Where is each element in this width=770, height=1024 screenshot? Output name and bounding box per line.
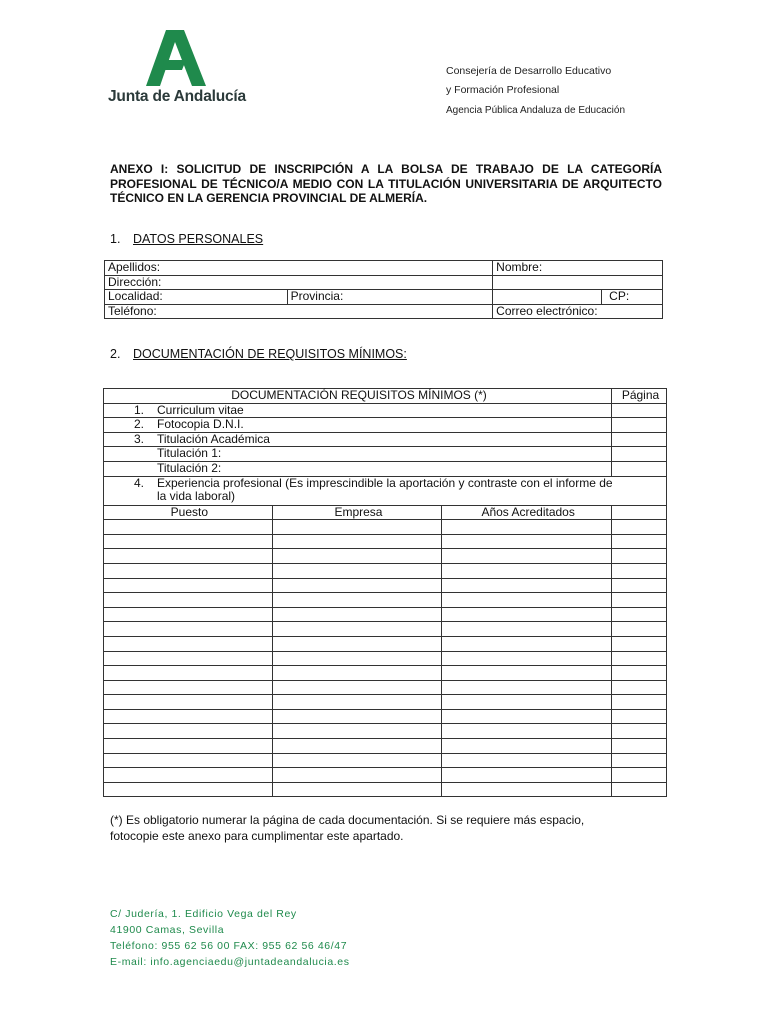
empresa-cell[interactable] — [272, 520, 442, 535]
empresa-cell[interactable] — [272, 607, 442, 622]
empresa-cell[interactable] — [272, 636, 442, 651]
footer-address: C/ Judería, 1. Edificio Vega del Rey — [110, 908, 297, 920]
titulacion-2[interactable]: Titulación 2: — [104, 461, 612, 476]
page-cell[interactable] — [612, 782, 667, 797]
field-telefono[interactable]: Teléfono: — [105, 304, 493, 319]
header-line-1: Consejería de Desarrollo Educativo — [446, 65, 612, 77]
experience-row — [104, 549, 667, 564]
experience-row — [104, 534, 667, 549]
item-number: 1. — [134, 402, 145, 417]
anos-cell[interactable] — [442, 563, 612, 578]
footnote-line-2: fotocopie este anexo para cumplimentar este apartado. — [110, 829, 404, 843]
footer-city: 41900 Camas, Sevilla — [110, 924, 225, 936]
item-number: 3. — [134, 431, 145, 446]
experience-row — [104, 695, 667, 710]
footnote-line-1: (*) Es obligatorio numerar la página de cada documentación. Si se requiere más espacio, — [110, 813, 585, 827]
item-experiencia — [104, 476, 667, 505]
page-cell[interactable] — [612, 709, 667, 724]
puesto-cell[interactable] — [104, 651, 273, 666]
puesto-cell[interactable] — [104, 534, 273, 549]
titulacion-1[interactable]: Titulación 1: — [104, 447, 612, 462]
experience-row — [104, 607, 667, 622]
empresa-cell[interactable] — [272, 666, 442, 681]
puesto-cell[interactable] — [104, 622, 273, 637]
cp-label: CP: — [609, 289, 630, 303]
anos-cell[interactable] — [442, 753, 612, 768]
puesto-cell[interactable] — [104, 520, 273, 535]
empresa-cell[interactable] — [272, 680, 442, 695]
page-cell[interactable] — [612, 607, 667, 622]
experience-row — [104, 680, 667, 695]
empresa-cell[interactable] — [272, 695, 442, 710]
header-line-2: y Formación Profesional — [446, 84, 560, 96]
puesto-cell[interactable] — [104, 563, 273, 578]
empresa-cell[interactable] — [272, 768, 442, 783]
page-cell[interactable] — [612, 549, 667, 564]
page-cell[interactable] — [612, 695, 667, 710]
empresa-cell[interactable] — [272, 578, 442, 593]
page-cell[interactable] — [612, 753, 667, 768]
page-cell[interactable] — [612, 447, 667, 462]
puesto-cell[interactable] — [104, 607, 273, 622]
field-cp[interactable] — [493, 290, 663, 305]
empresa-cell[interactable] — [272, 651, 442, 666]
anos-cell[interactable] — [442, 534, 612, 549]
anos-cell[interactable] — [442, 636, 612, 651]
page-cell[interactable] — [612, 520, 667, 535]
item-curriculum — [104, 403, 612, 418]
footer-contact — [110, 906, 350, 970]
page-cell[interactable] — [612, 432, 667, 447]
logo-text: Junta de Andalucía — [108, 88, 246, 105]
page-cell[interactable] — [612, 563, 667, 578]
header-institution — [446, 64, 625, 123]
experience-row — [104, 520, 667, 535]
provincia-cont — [493, 290, 602, 304]
page-cell[interactable] — [612, 403, 667, 418]
field-direccion[interactable]: Dirección: — [105, 275, 493, 290]
item-label: Titulación Académica — [157, 431, 270, 446]
anos-cell[interactable] — [442, 768, 612, 783]
anos-cell[interactable] — [442, 739, 612, 754]
junta-logo — [108, 30, 248, 110]
puesto-cell[interactable] — [104, 680, 273, 695]
anos-cell[interactable] — [442, 593, 612, 608]
col-anos: Años Acreditados — [442, 505, 612, 520]
page-cell[interactable] — [612, 666, 667, 681]
puesto-cell[interactable] — [104, 724, 273, 739]
section1-heading — [110, 232, 263, 246]
footnote — [110, 812, 650, 844]
anos-cell[interactable] — [442, 695, 612, 710]
empresa-cell[interactable] — [272, 739, 442, 754]
puesto-cell[interactable] — [104, 666, 273, 681]
experience-row — [104, 709, 667, 724]
experience-row — [104, 636, 667, 651]
section2-title: DOCUMENTACIÓN DE REQUISITOS MÍNIMOS: — [133, 347, 407, 361]
page-cell[interactable] — [612, 418, 667, 433]
item-label: Curriculum vitae — [157, 402, 244, 417]
field-apellidos[interactable]: Apellidos: — [105, 261, 493, 276]
page-cell[interactable] — [612, 622, 667, 637]
field-nombre[interactable]: Nombre: — [493, 261, 663, 276]
experience-row — [104, 782, 667, 797]
empresa-cell[interactable] — [272, 534, 442, 549]
empresa-cell[interactable] — [272, 709, 442, 724]
section1-title: DATOS PERSONALES — [133, 232, 264, 246]
anos-cell[interactable] — [442, 549, 612, 564]
empresa-cell[interactable] — [272, 724, 442, 739]
empresa-cell[interactable] — [272, 563, 442, 578]
puesto-cell[interactable] — [104, 753, 273, 768]
footer-phone: Teléfono: 955 62 56 00 FAX: 955 62 56 46/47 — [110, 940, 348, 952]
empresa-cell[interactable] — [272, 782, 442, 797]
junta-a-emblem-icon — [144, 30, 206, 86]
item-number: 4. — [134, 475, 145, 490]
empresa-cell[interactable] — [272, 593, 442, 608]
field-provincia[interactable]: Provincia: — [287, 290, 493, 305]
empresa-cell[interactable] — [272, 549, 442, 564]
experience-row — [104, 768, 667, 783]
field-localidad[interactable]: Localidad: — [105, 290, 288, 305]
col-empresa: Empresa — [272, 505, 442, 520]
puesto-cell[interactable] — [104, 593, 273, 608]
anos-cell[interactable] — [442, 520, 612, 535]
item-number: 2. — [134, 417, 145, 432]
anos-cell[interactable] — [442, 724, 612, 739]
page-cell[interactable] — [612, 578, 667, 593]
puesto-cell[interactable] — [104, 636, 273, 651]
page-cell[interactable] — [612, 534, 667, 549]
experience-row — [104, 622, 667, 637]
document-title: ANEXO I: SOLICITUD DE INSCRIPCIÓN A LA BOLSA DE TRABAJO DE LA CATEGORÍA PROFESIONAL DE TÉCNICO/A MEDIO CON LA TITULACIÓN UNIVERSITARIA DE ARQUITECTO TÉCNICO EN LA GERENCIA PROVINCIAL DE ALMERÍA. — [110, 162, 662, 205]
section2-heading — [110, 347, 407, 361]
page-column-header: Página — [612, 389, 667, 404]
page-cell[interactable] — [612, 739, 667, 754]
page-cell[interactable] — [612, 593, 667, 608]
page-cell[interactable] — [612, 636, 667, 651]
experience-row — [104, 724, 667, 739]
page-cell[interactable] — [612, 680, 667, 695]
item-dni — [104, 418, 612, 433]
anos-cell[interactable] — [442, 782, 612, 797]
section1-number: 1. — [110, 232, 121, 246]
item-titulacion — [104, 432, 612, 447]
section2-number: 2. — [110, 347, 121, 361]
puesto-cell[interactable] — [104, 782, 273, 797]
empresa-cell[interactable] — [272, 622, 442, 637]
anos-cell[interactable] — [442, 666, 612, 681]
page-cell[interactable] — [612, 461, 667, 476]
puesto-cell[interactable] — [104, 549, 273, 564]
col-pagina — [612, 505, 667, 520]
puesto-cell[interactable] — [104, 768, 273, 783]
requirements-header: DOCUMENTACIÓN REQUISITOS MÍNIMOS (*) — [104, 389, 612, 404]
field-direccion-cont[interactable] — [493, 275, 663, 290]
anos-cell[interactable] — [442, 607, 612, 622]
anos-cell[interactable] — [442, 578, 612, 593]
experience-row — [104, 666, 667, 681]
anos-cell[interactable] — [442, 709, 612, 724]
puesto-cell[interactable] — [104, 695, 273, 710]
anos-cell[interactable] — [442, 680, 612, 695]
experience-row — [104, 578, 667, 593]
experience-row — [104, 753, 667, 768]
anos-cell[interactable] — [442, 622, 612, 637]
experience-row — [104, 651, 667, 666]
experience-row — [104, 593, 667, 608]
personal-data-table — [104, 260, 663, 319]
header-line-3: Agencia Pública Andaluza de Educación — [446, 105, 626, 116]
field-correo[interactable]: Correo electrónico: — [493, 304, 663, 319]
page-cell[interactable] — [612, 724, 667, 739]
anos-cell[interactable] — [442, 651, 612, 666]
puesto-cell[interactable] — [104, 578, 273, 593]
experience-row — [104, 739, 667, 754]
page-cell[interactable] — [612, 651, 667, 666]
item-label-cont: la vida laboral) — [157, 489, 236, 504]
col-puesto: Puesto — [104, 505, 273, 520]
page-cell[interactable] — [612, 768, 667, 783]
item-label: Fotocopia D.N.I. — [157, 417, 244, 432]
puesto-cell[interactable] — [104, 739, 273, 754]
item-label: Experiencia profesional (Es imprescindible la aportación y contraste con el informe de — [157, 475, 613, 490]
footer-email: E-mail: info.agenciaedu@juntadeandalucia.es — [110, 956, 350, 968]
empresa-cell[interactable] — [272, 753, 442, 768]
requirements-table — [103, 388, 667, 797]
experience-row — [104, 563, 667, 578]
puesto-cell[interactable] — [104, 709, 273, 724]
